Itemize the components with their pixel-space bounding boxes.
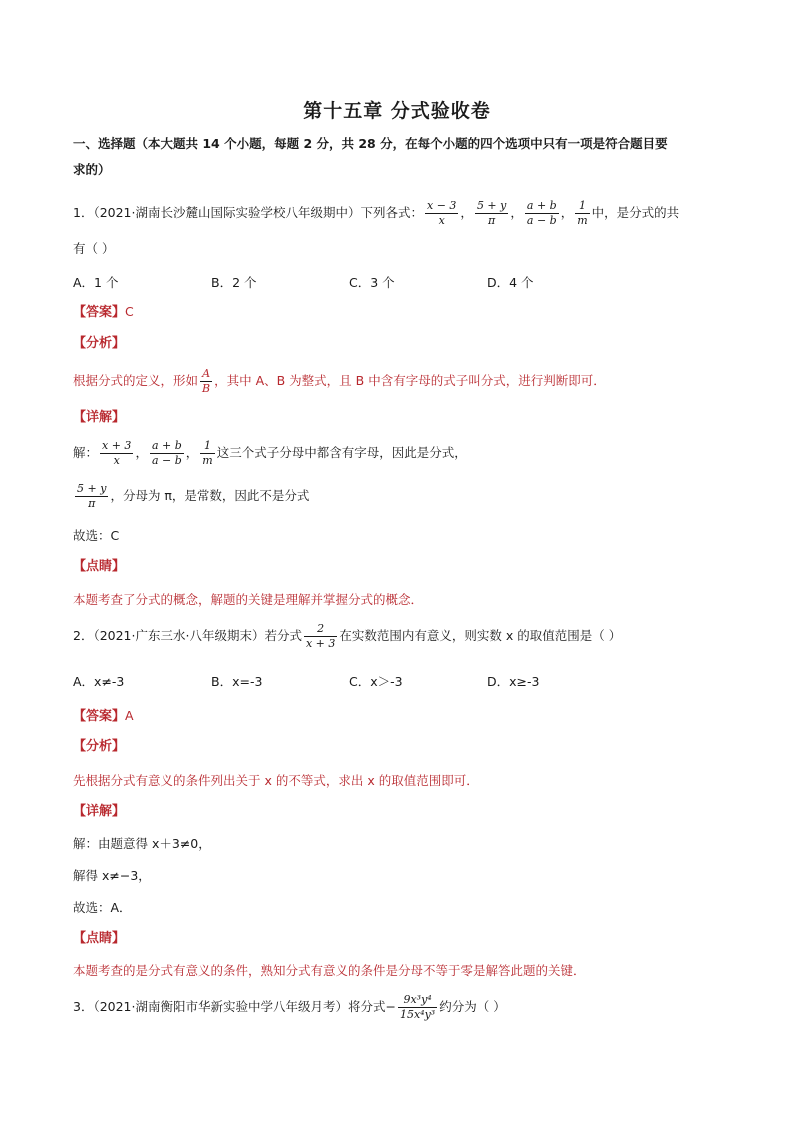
q1-option-c: C．3 个 — [349, 275, 395, 290]
q1-answer-value: C — [125, 304, 134, 319]
q1-detail-label: 【详解】 — [73, 410, 126, 425]
q1-option-d: D．4 个 — [487, 275, 534, 290]
q2-option-b: B．x=-3 — [211, 674, 263, 689]
q2-option-c: C．x＞-3 — [349, 674, 403, 689]
q1-analysis-frac: $\frac{A}{B}$ — [202, 367, 211, 395]
q2-comment-text: 本题考查的是分式有意义的条件，熟知分式有意义的条件是分母不等于零是解答此题的关键． — [73, 963, 586, 978]
q2-answer-value: A — [125, 708, 134, 723]
q2-option-d: D．x≥-3 — [487, 674, 540, 689]
q1-frac-2: $\frac{5 + y}{\pi}$ — [476, 199, 507, 227]
q1-choice: 故选：C — [73, 528, 120, 543]
q1-frac-1: $\frac{x - 3}{x}$ — [427, 199, 457, 227]
q2-choice: 故选：A． — [73, 900, 132, 915]
q3-stem: 3．（2021·湖南衡阳市华新实验中学八年级月考）将分式− $\frac{\text{9x³y⁴}}{\text{15x⁴y³}}$ 约分为（ ） — [73, 993, 506, 1021]
q1-stem-text: 1．（2021·湖南长沙麓山国际实验学校八年级期中）下列各式： — [73, 205, 423, 220]
q1-stem: 1．（2021·湖南长沙麓山国际实验学校八年级期中）下列各式： $\frac{x - 3}{x}$ ， $\frac{5 + y}{\pi}$ ， $\frac{a + b}{a - b}$ ， $\frac{1}{m}$ 中，是分式的共 — [73, 199, 680, 227]
page-title: 第十五章 分式验收卷 — [303, 100, 491, 122]
section-header-cont: 求的） — [73, 162, 111, 177]
q1-option-a: A．1 个 — [73, 275, 119, 290]
q1-option-b: B．2 个 — [211, 275, 257, 290]
q1-analysis-label: 【分析】 — [73, 336, 126, 351]
q1-frac-4: $\frac{1}{m}$ — [577, 199, 588, 227]
q1-frac-3: $\frac{a + b}{a - b}$ — [526, 199, 557, 227]
q2-detail-line1: 解：由题意得 x＋3≠0， — [73, 836, 211, 851]
q2-analysis-label: 【分析】 — [73, 739, 126, 754]
q1-stem-line2: 有（ ） — [73, 241, 115, 256]
q2-stem: 2．（2021·广东三水·八年级期末）若分式 $\frac{2}{x + 3}$ 在实数范围内有意义，则实数 x 的取值范围是（ ） — [73, 622, 622, 650]
q1-answer-row — [73, 304, 134, 321]
q1-detail-line2: $\frac{5 + y}{\pi}$ ，分母为 π，是常数，因此不是分式 — [77, 482, 310, 510]
q1-comment-text: 本题考查了分式的概念，解题的关键是理解并掌握分式的概念． — [73, 592, 424, 607]
q1-answer-label: 【答案】 — [73, 305, 126, 320]
q2-option-a: A．x≠-3 — [73, 674, 125, 689]
q3-frac: $\frac{\text{9x³y⁴}}{\text{15x⁴y³}}$ — [399, 993, 436, 1021]
q1-comment-label: 【点睛】 — [73, 559, 126, 574]
q1-detail-line1: 解： $\frac{x + 3}{x}$ ， $\frac{a + b}{a - b}$ ， $\frac{1}{m}$ 这三个式子分母中都含有字母，因此是分式， — [73, 439, 467, 467]
q2-analysis-text: 先根据分式有意义的条件列出关于 x 的不等式，求出 x 的取值范围即可． — [73, 773, 479, 788]
section-header: 一、选择题（本大题共 14 个小题，每题 2 分，共 28 分，在每个小题的四个选项中只有一项是符合题目要 — [73, 136, 668, 151]
q2-detail-line2: 解得 x≠−3， — [73, 868, 151, 883]
q1-stem-tail: 中，是分式的共 — [591, 205, 680, 220]
q1-analysis-text: 根据分式的定义，形如 $\frac{A}{B}$ ，其中 A、B 为整式，且 B 中含有字母的式子叫分式，进行判断即可． — [73, 367, 606, 395]
q2-detail-label: 【详解】 — [73, 804, 126, 819]
q2-answer-row: 【答案】A — [73, 708, 134, 724]
q2-comment-label: 【点睛】 — [73, 931, 126, 946]
q2-frac: $\frac{2}{x + 3}$ — [305, 622, 336, 650]
